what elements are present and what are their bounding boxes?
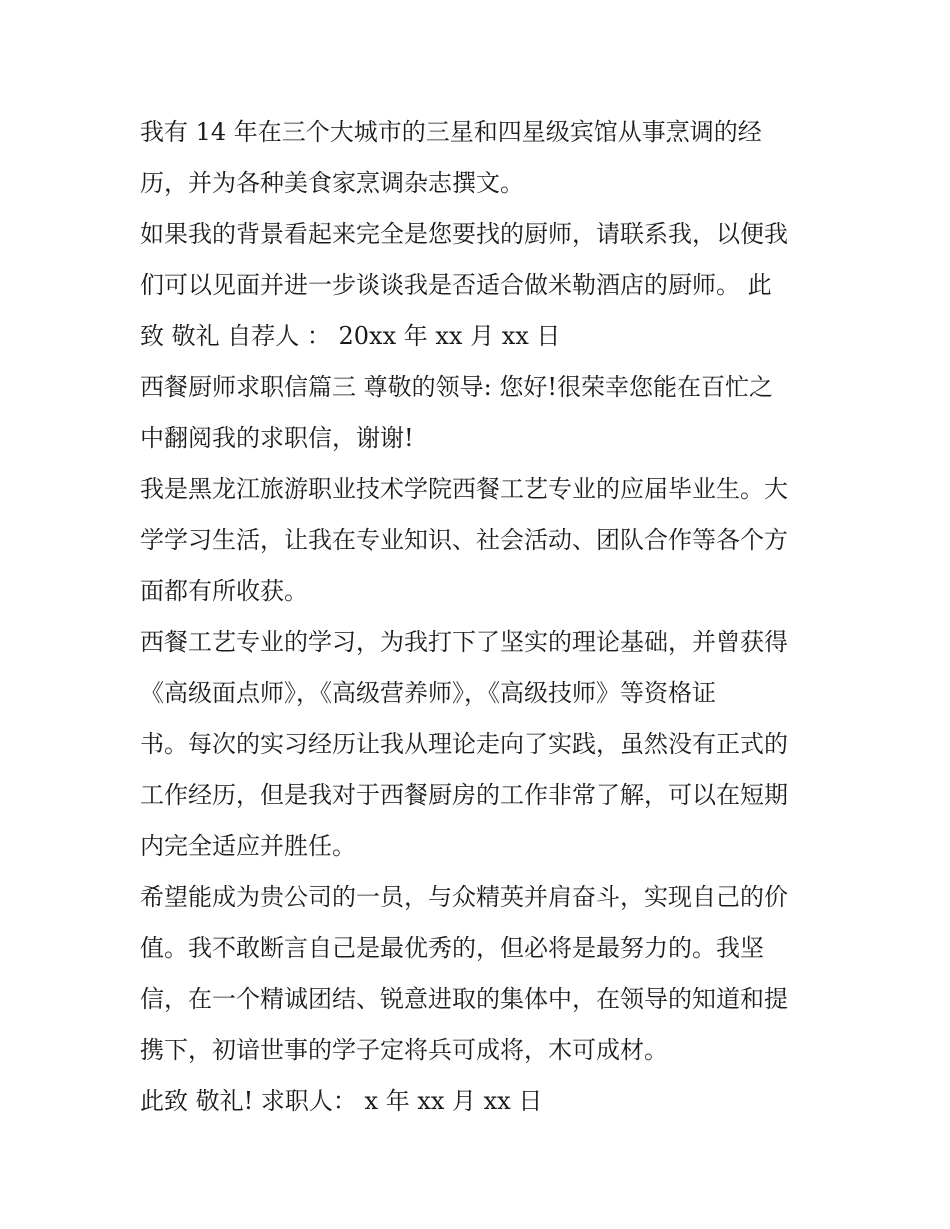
text-line-5: 致 敬礼 自荐人 ： 20xx 年 xx 月 xx 日 [140, 322, 561, 350]
text-line-6: 西餐厨师求职信篇三 尊敬的领导: 您好!很荣幸您能在百忙之 [140, 373, 773, 401]
text-line-7: 中翻阅我的求职信，谢谢! [140, 424, 414, 452]
text-line-18: 信，在一个精诚团结、锐意进取的集体中，在领导的知道和提 [140, 985, 788, 1013]
text-line-1: 我有 14 年在三个大城市的三星和四星级宾馆从事烹调的经 [140, 118, 762, 146]
text-line-12: 《高级面点师》，《高级营养师》，《高级技师》等资格证 [140, 679, 716, 707]
letter-body [140, 107, 815, 1127]
text-line-11: 西餐工艺专业的学习，为我打下了坚实的理论基础，并曾获得 [140, 628, 788, 656]
text-line-10: 面都有所收获。 [140, 577, 308, 605]
text-line-4: 们可以见面并进一步谈谈我是否适合做米勒酒店的厨师。 此 [140, 271, 772, 299]
text-line-8: 我是黑龙江旅游职业技术学院西餐工艺专业的应届毕业生。大 [140, 475, 788, 503]
text-line-15: 内完全适应并胜任。 [140, 832, 356, 860]
text-line-9: 学学习生活，让我在专业知识、社会活动、团队合作等各个方 [140, 526, 788, 554]
text-line-3: 如果我的背景看起来完全是您要找的厨师，请联系我，以便我 [140, 220, 788, 248]
text-line-13: 书。每次的实习经历让我从理论走向了实践，虽然没有正式的 [140, 730, 788, 758]
text-line-2: 历，并为各种美食家烹调杂志撰文。 [140, 169, 524, 197]
text-line-19: 携下，初谙世事的学子定将兵可成将，木可成材。 [140, 1036, 668, 1064]
text-line-14: 工作经历，但是我对于西餐厨房的工作非常了解，可以在短期 [140, 781, 788, 809]
text-line-20: 此致 敬礼! 求职人： x 年 xx 月 xx 日 [140, 1087, 543, 1115]
text-line-17: 值。我不敢断言自己是最优秀的，但必将是最努力的。我坚 [140, 934, 764, 962]
text-line-16: 希望能成为贵公司的一员，与众精英并肩奋斗，实现自己的价 [140, 883, 788, 911]
